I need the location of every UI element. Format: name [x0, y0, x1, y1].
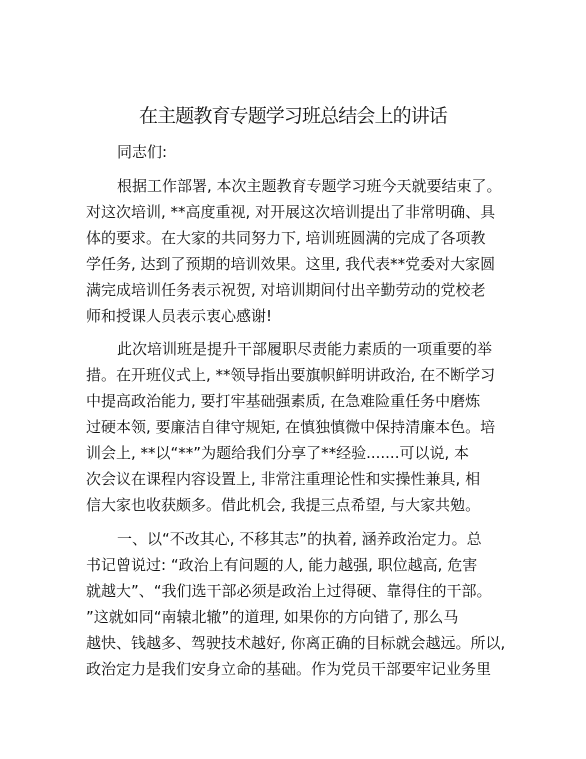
- paragraph-2-line-6: 次会议在课程内容设置上, 非常注重理论性和实操性兼具, 相: [86, 470, 481, 488]
- paragraph-1-line-3: 体的要求。在大家的共同努力下, 培训班圆满的完成了各项教: [86, 229, 486, 247]
- paragraph-2-line-5: 训会上, **以“**”为题给我们分享了**经验.......可以说, 本: [86, 444, 469, 462]
- paragraph-1-line-6: 师和授课人员表示衷心感谢!: [86, 307, 273, 325]
- paragraph-1-line-4: 学任务, 达到了预期的培训效果。这里, 我代表**党委对大家圆: [86, 255, 496, 273]
- paragraph-3-line-2: 书记曾说过: “政治上有问题的人, 能力越强, 职位越高, 危害: [86, 556, 478, 574]
- paragraph-3-line-4: ”这就如同“南辕北辙”的道理, 如果你的方向错了, 那么马: [86, 608, 459, 626]
- paragraph-1-line-1: 根据工作部署, 本次主题教育专题学习班今天就要结束了。: [117, 177, 502, 195]
- paragraph-2-line-2: 措。在开班仪式上, **领导指出要旗帜鲜明讲政治, 在不断学习: [86, 366, 496, 384]
- paragraph-3-line-3: 就越大”、“我们选干部必须是政治上过得硬、靠得住的干部。: [86, 582, 492, 600]
- paragraph-1-line-5: 满完成培训任务表示祝贺, 对培训期间付出辛勤劳动的党校老: [86, 281, 486, 299]
- document-title: 在主题教育专题学习班总结会上的讲话: [138, 105, 448, 127]
- paragraph-3-line-1: 一、以“不改其心, 不移其志”的执着, 涵养政治定力。总: [117, 530, 482, 548]
- paragraph-3-line-5: 越快、钱越多、驾驶技术越好, 你离正确的目标就会越远。所以,: [86, 634, 506, 652]
- paragraph-2-line-7: 信大家也收获颇多。借此机会, 我提三点希望, 与大家共勉。: [86, 496, 481, 514]
- paragraph-2-line-3: 中提高政治能力, 要打牢基础强素质, 在急难险重任务中磨炼: [86, 392, 481, 410]
- paragraph-2-line-4: 过硬本领, 要廉洁自律守规矩, 在慎独慎微中保持清廉本色。培: [86, 418, 496, 436]
- paragraph-2-line-1: 此次培训班是提升干部履职尽责能力素质的一项重要的举: [117, 340, 493, 358]
- paragraph-3-line-6: 政治定力是我们安身立命的基础。作为党员干部要牢记业务里: [86, 660, 492, 678]
- salutation: 同志们:: [117, 143, 168, 161]
- paragraph-1-line-2: 对这次培训, **高度重视, 对开展这次培训提出了非常明确、具: [86, 203, 496, 221]
